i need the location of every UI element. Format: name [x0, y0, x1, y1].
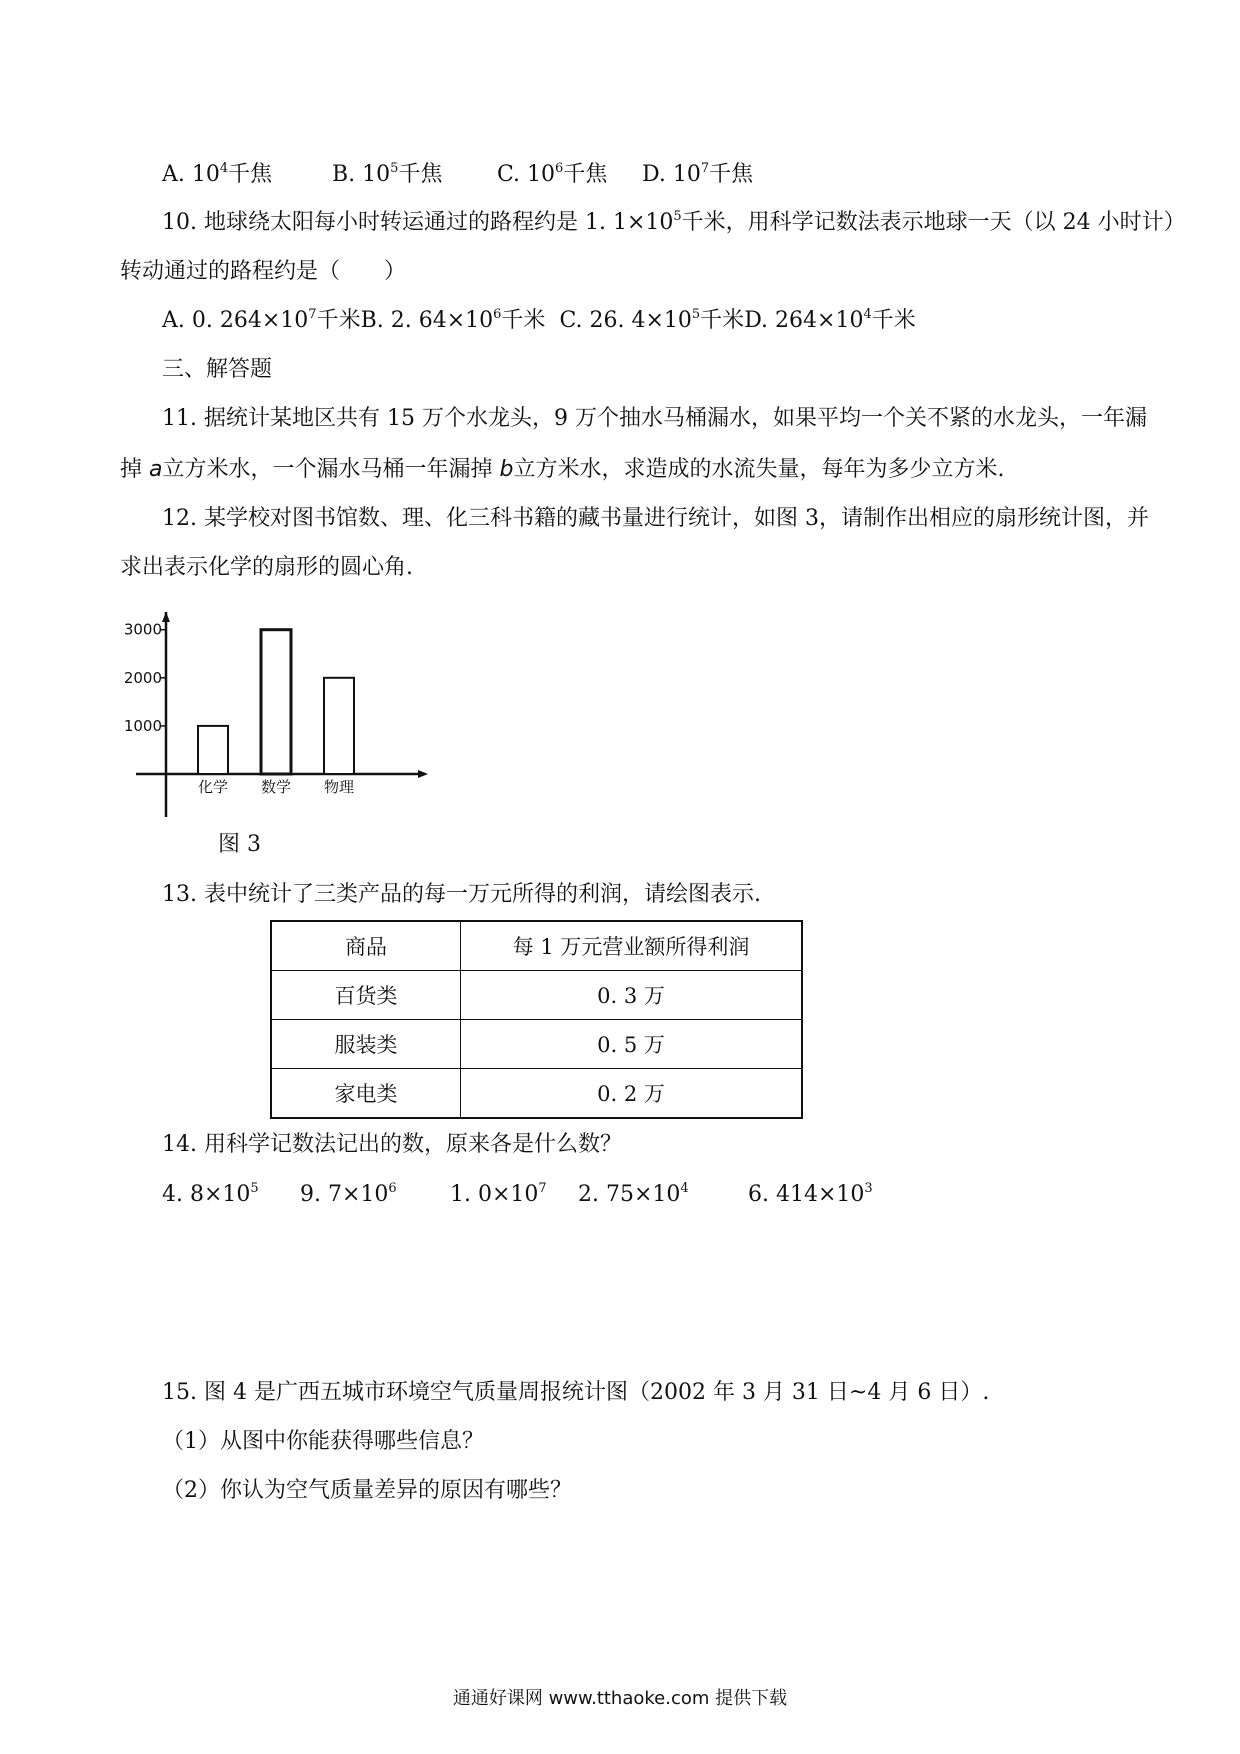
table-header-cell: 商品	[271, 921, 461, 971]
q11-line2: 掉 a立方米水，一个漏水马桶一年漏掉 b立方米水，求造成的水流失量，每年为多少立方米.	[120, 457, 1005, 482]
q9-option-c: C. $10^6$千焦	[497, 161, 608, 187]
q10-option-d: D. $264\times 10^4$千米	[744, 307, 916, 333]
table-cell: 百货类	[271, 971, 461, 1020]
q9-option-b: B. $10^5$千焦	[332, 161, 443, 187]
profit-table	[270, 920, 803, 1119]
q11-line1: 11. 据统计某地区共有 15 万个水龙头，9 万个抽水马桶漏水，如果平均一个关不紧的水龙头，一年漏	[162, 406, 1147, 431]
q13-text: 13. 表中统计了三类产品的每一万元所得的利润，请绘图表示.	[162, 882, 761, 907]
table-row	[271, 1020, 802, 1069]
x-tick-label: 化学	[197, 778, 229, 796]
q14-number: 1. $0\times 10^7$	[450, 1181, 547, 1207]
figure-3-bar-chart	[120, 612, 440, 822]
q9-option-d: D. $10^7$千焦	[642, 161, 754, 187]
page-footer: 通通好课网 www.tthaoke.com 提供下载	[452, 1688, 788, 1709]
q15-sub1: （1）从图中你能获得哪些信息？	[162, 1429, 484, 1454]
q10-options-row	[162, 306, 916, 336]
y-tick-label: 3000	[123, 620, 162, 639]
table-cell: 服装类	[271, 1020, 461, 1069]
bar-数学	[261, 630, 291, 774]
bar-物理	[324, 678, 354, 774]
q10-option-b: B. 2. $64\times 10^6$千米	[360, 307, 546, 333]
q14-number: 9. $7\times 10^6$	[300, 1181, 397, 1207]
q15-sub2: （2）你认为空气质量差异的原因有哪些？	[162, 1478, 572, 1503]
table-cell: 0. 2 万	[461, 1069, 803, 1119]
y-ticks	[124, 621, 166, 735]
q15-text: 15. 图 4 是广西五城市环境空气质量周报统计图（2002 年 3 月 31 日~4 月 6 日）.	[162, 1380, 990, 1405]
q14-number: 6. $414\times 10^3$	[748, 1181, 873, 1207]
x-tick-label: 物理	[323, 778, 355, 796]
table-cell: 家电类	[271, 1069, 461, 1119]
y-axis	[162, 612, 170, 817]
table-header-row	[271, 921, 802, 971]
q14-text: 14. 用科学记数法记出的数，原来各是什么数？	[162, 1132, 622, 1157]
variable-b: b	[499, 457, 514, 482]
q10-option-c: C. 26. $4\times 10^5$千米	[559, 307, 745, 333]
q10-option-a: A. 0. $264\times 10^7$千米	[162, 307, 361, 333]
y-tick-label: 1000	[123, 716, 162, 735]
table-row	[271, 971, 802, 1020]
q9-options-row	[162, 160, 753, 190]
table-cell: 0. 5 万	[461, 1020, 803, 1069]
q10-line2: 转动通过的路程约是（ ）	[120, 259, 407, 284]
x-tick-labels	[198, 778, 354, 796]
x-tick-label: 数学	[260, 778, 292, 796]
q14-number: 4. $8\times 10^5$	[162, 1181, 259, 1207]
q9-option-a: A. $10^4$千焦	[162, 161, 273, 187]
table-header-cell: 每 1 万元营业额所得利润	[461, 921, 803, 971]
table-row	[271, 1069, 802, 1119]
bar-化学	[198, 726, 228, 774]
bars	[198, 630, 354, 774]
q14-number: 2. $75\times 10^4$	[578, 1181, 689, 1207]
variable-a: a	[149, 457, 163, 482]
figure-3-caption: 图 3	[218, 832, 261, 857]
q12-line1: 12. 某学校对图书馆数、理、化三科书籍的藏书量进行统计，如图 3，请制作出相应的扇形统计图，并	[162, 506, 1149, 531]
table-cell: 0. 3 万	[461, 971, 803, 1020]
q12-line2: 求出表示化学的扇形的圆心角.	[120, 555, 413, 580]
section-3-title: 三、解答题	[162, 357, 273, 382]
q14-numbers-row	[162, 1180, 873, 1210]
y-tick-label: 2000	[123, 668, 162, 687]
q10-line1: 10. 地球绕太阳每小时转运通过的路程约是 1. $1\times 10^5$千米，用科学记数法表示地球一天（以 24 小时计）	[162, 209, 1186, 235]
